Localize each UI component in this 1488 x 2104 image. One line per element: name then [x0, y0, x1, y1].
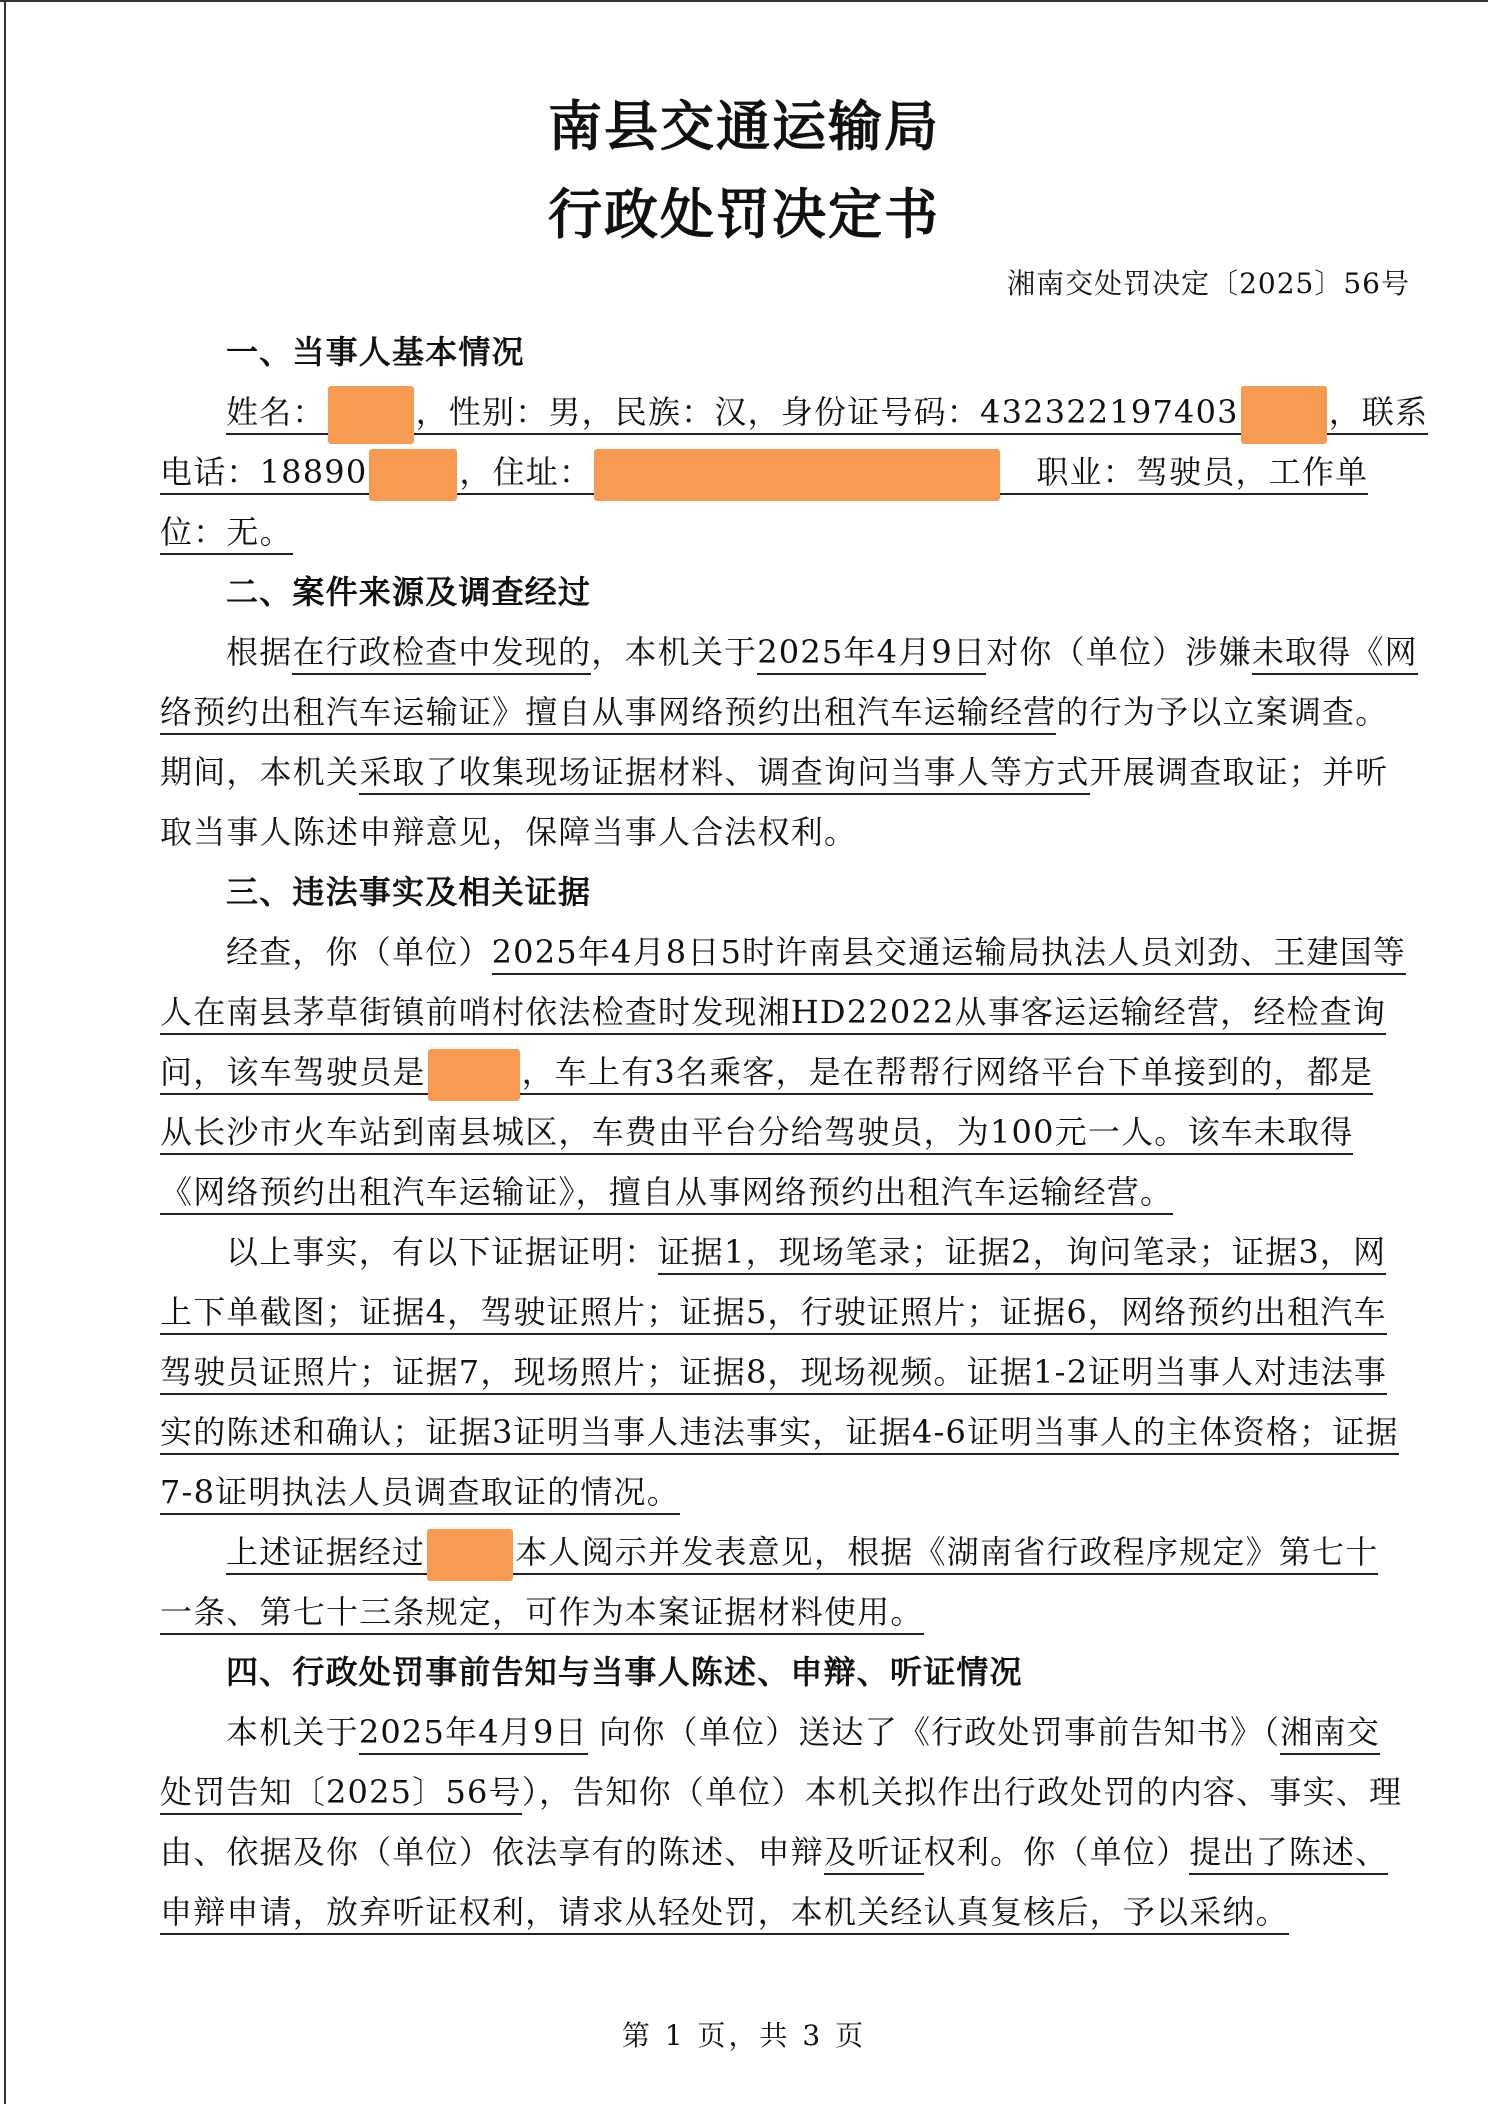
- section-3-p1-line-2: 人在南县茅草街镇前哨村依法检查时发现湘HD22022从事客运运输经营，经检查询: [160, 982, 1410, 1042]
- page-footer: 第 1 页，共 3 页: [621, 2019, 867, 2052]
- section-1-heading: 一、当事人基本情况: [226, 333, 525, 371]
- section-4-line-4: 申辩申请，放弃听证权利，请求从轻处罚，本机关经认真复核后，予以采纳。: [160, 1882, 1410, 1942]
- section-3-p3-line-1: 上述证据经过 本人阅示并发表意见，根据《湖南省行政程序规定》第七十: [226, 1522, 1410, 1582]
- section-1-line-2: 电话：18890 ，住址： 职业：驾驶员，工作单: [160, 442, 1410, 502]
- section-3-heading: 三、违法事实及相关证据: [226, 873, 592, 911]
- redacted-phone: [369, 449, 457, 501]
- redacted-driver-name: [428, 1049, 520, 1101]
- section-2-line-4: 取当事人陈述申辩意见，保障当事人合法权利。: [160, 813, 858, 851]
- section-3-p2-line-5: 7-8证明执法人员调查取证的情况。: [160, 1462, 1410, 1522]
- redacted-id-suffix: [1241, 386, 1327, 444]
- section-3-p3-line-2: 一条、第七十三条规定，可作为本案证据材料使用。: [160, 1582, 1410, 1642]
- section-3-p1-line-4: 从长沙市火车站到南县城区，车费由平台分给驾驶员，为100元一人。该车未取得: [160, 1102, 1410, 1162]
- section-3-p2-line-3: 驾驶员证照片；证据7，现场照片；证据8，现场视频。证据1-2证明当事人对违法事: [160, 1342, 1410, 1402]
- section-2-heading: 二、案件来源及调查经过: [226, 573, 592, 611]
- title-line-1: 南县交通运输局: [548, 95, 940, 158]
- section-3-p1-line-5: 《网络预约出租汽车运输证》，擅自从事网络预约出租汽车运输经营。: [160, 1162, 1410, 1222]
- redacted-address: [594, 449, 1000, 501]
- section-2-line-1: 根据在行政检查中发现的，本机关于2025年4月9日对你（单位）涉嫌未取得《网: [226, 622, 1410, 682]
- redacted-name: [328, 386, 414, 444]
- section-1-line-1: 姓名： ，性别：男，民族：汉，身份证号码：432322197403 ，联系: [226, 382, 1410, 442]
- section-4-heading: 四、行政处罚事前告知与当事人陈述、申辩、听证情况: [226, 1653, 1023, 1691]
- section-3-p2-line-1: 以上事实，有以下证据证明：证据1，现场笔录；证据2，询问笔录；证据3，网: [226, 1222, 1410, 1282]
- section-4-line-2: 处罚告知〔2025〕56号），告知你（单位）本机关拟作出行政处罚的内容、事实、理: [160, 1762, 1410, 1822]
- page-left-border: [4, 0, 6, 2104]
- section-1-line-3: 位：无。: [160, 502, 1410, 562]
- section-3-p2-line-2: 上下单截图；证据4，驾驶证照片；证据5，行驶证照片；证据6，网络预约出租汽车: [160, 1282, 1410, 1342]
- page-top-border: [0, 0, 1488, 2]
- section-3-p2-line-4: 实的陈述和确认；证据3证明当事人违法事实，证据4-6证明当事人的主体资格；证据: [160, 1402, 1410, 1462]
- section-4-line-3: 由、依据及你（单位）依法享有的陈述、申辩及听证权利。你（单位）提出了陈述、: [160, 1822, 1410, 1882]
- section-3-p1-line-1: 经查，你（单位）2025年4月8日5时许南县交通运输局执法人员刘劲、王建国等: [226, 922, 1410, 982]
- section-3-p1-line-3: 问，该车驾驶员是 ，车上有3名乘客，是在帮帮行网络平台下单接到的，都是: [160, 1042, 1410, 1102]
- section-4-line-1: 本机关于2025年4月9日 向你（单位）送达了《行政处罚事前告知书》（湘南交: [226, 1702, 1410, 1762]
- redacted-party-name: [427, 1529, 513, 1581]
- document-number: 湘南交处罚决定〔2025〕56号: [1007, 267, 1410, 300]
- title-line-2: 行政处罚决定书: [548, 183, 940, 246]
- section-2-line-2: 络预约出租汽车运输证》擅自从事网络预约出租汽车运输经营的行为予以立案调查。: [160, 682, 1410, 742]
- section-2-line-3: 期间，本机关采取了收集现场证据材料、调查询问当事人等方式开展调查取证；并听: [160, 742, 1410, 802]
